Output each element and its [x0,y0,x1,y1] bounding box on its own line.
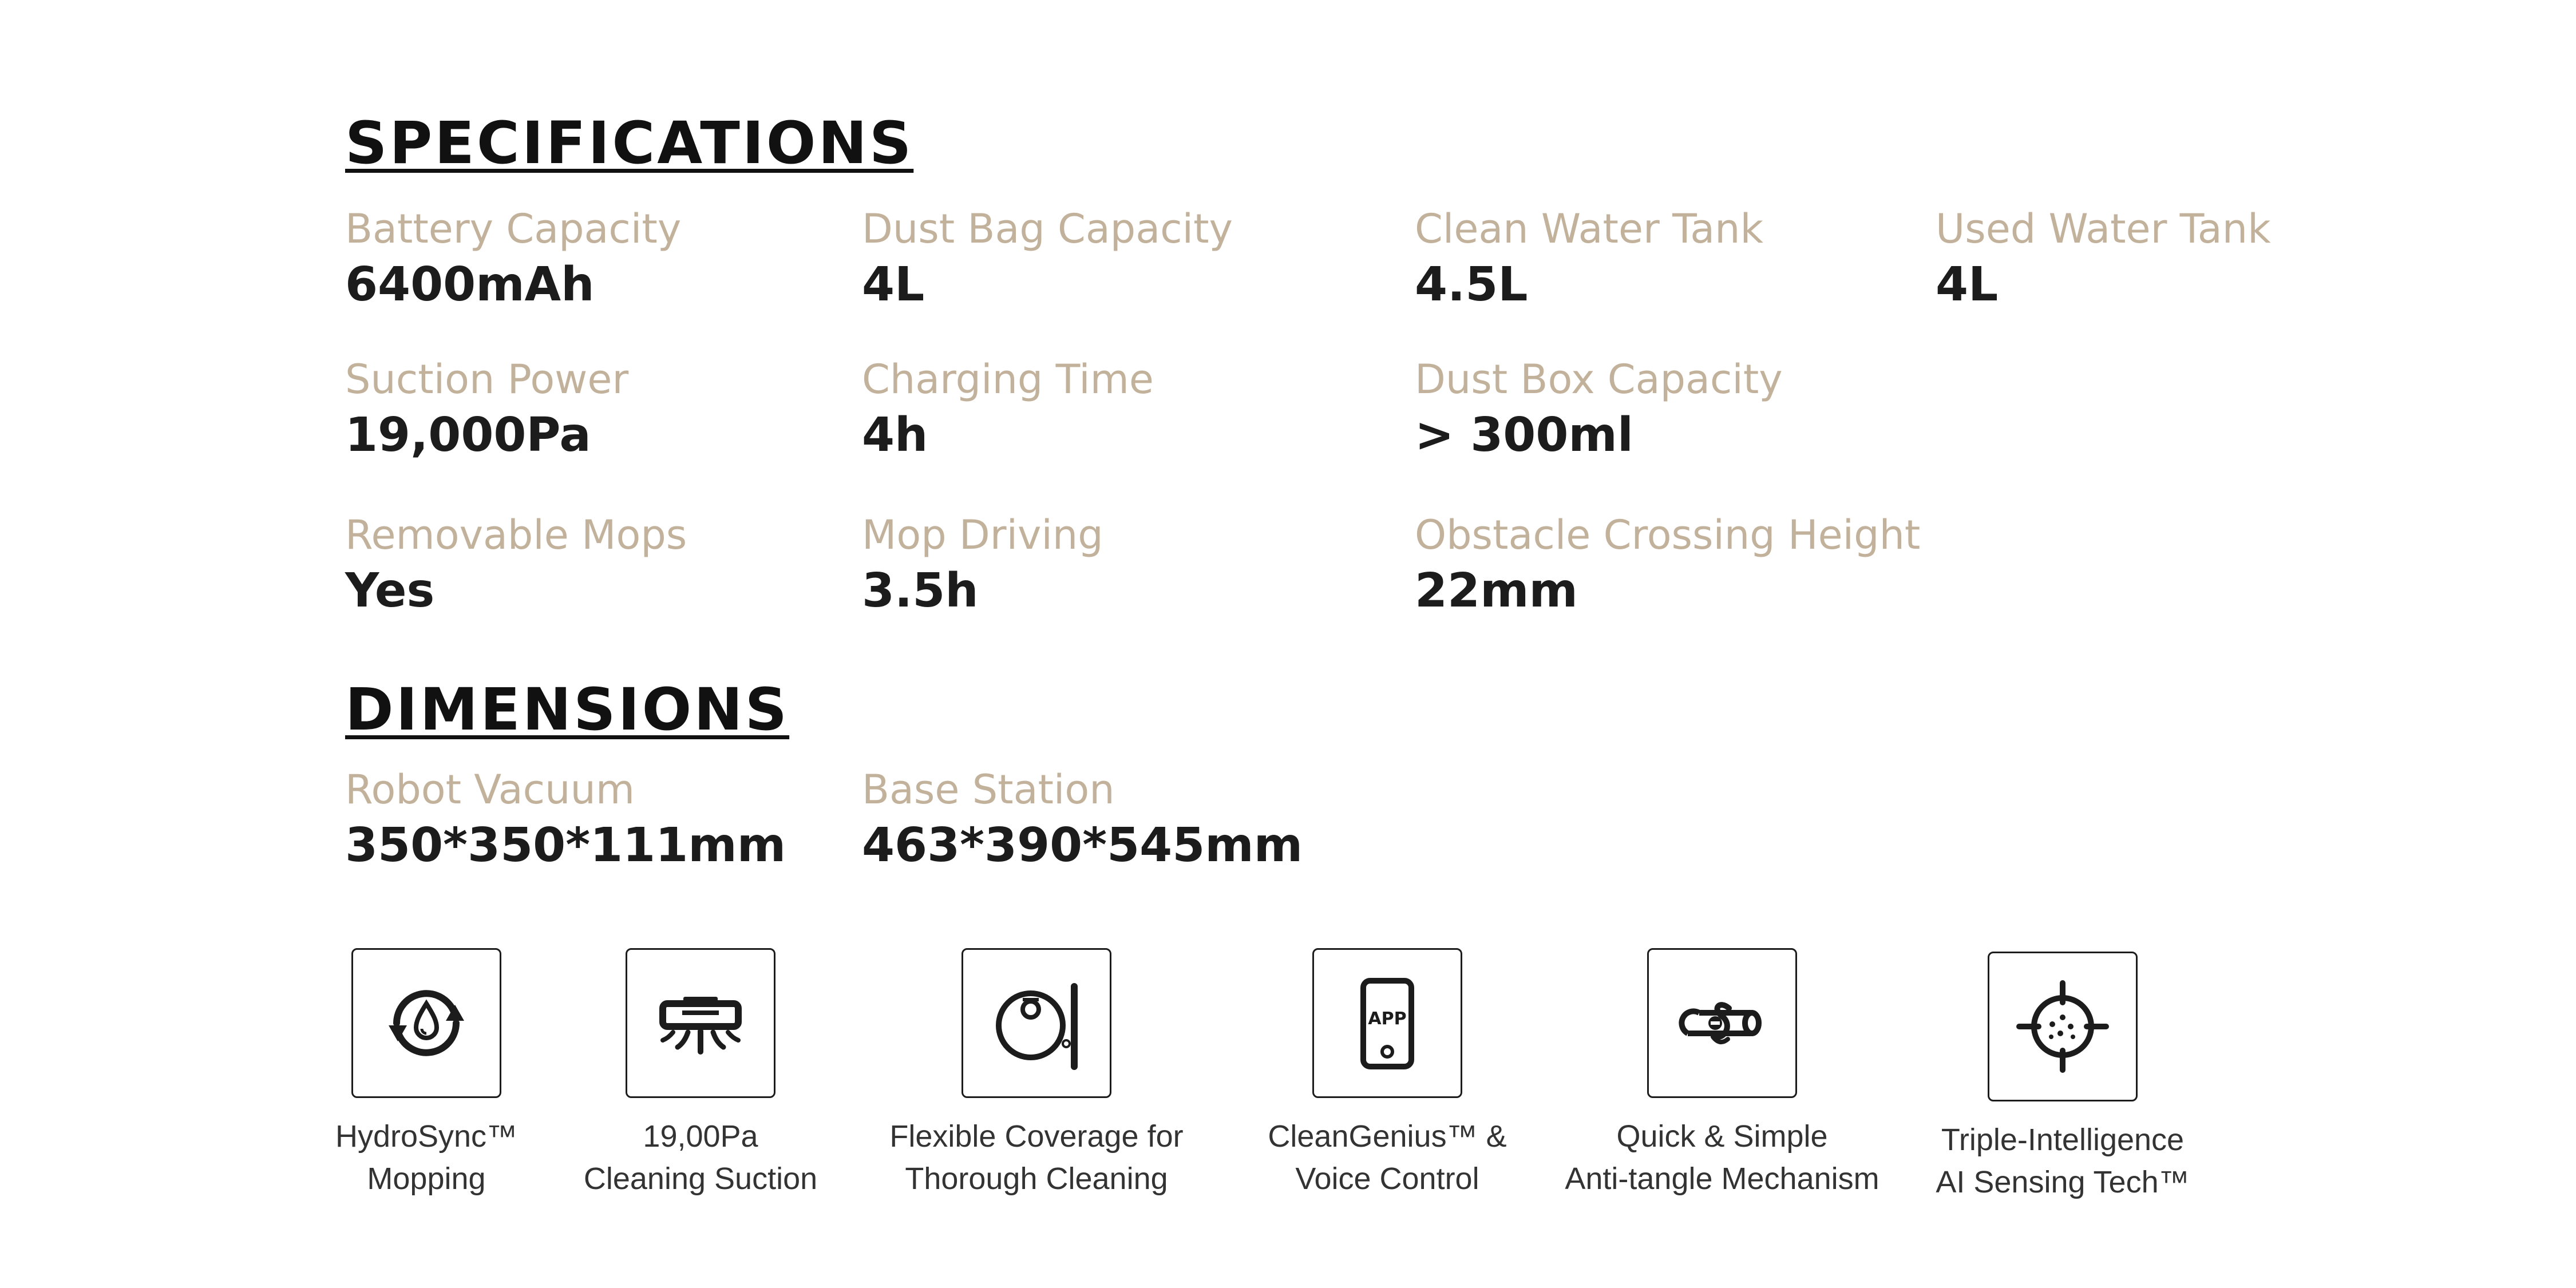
feature-caption [876,1115,1197,1200]
feature-tile [961,948,1111,1098]
spec-value: Yes [345,564,435,618]
feature-caption [1902,1119,2223,1203]
spec-label: Dust Bag Capacity [862,205,1233,252]
feature-hydrosync [266,948,587,1200]
feature-tile [1988,952,2138,1101]
spec-value: > 300ml [1415,408,1633,462]
caption-line-1: Quick & Simple [1616,1119,1828,1154]
dim-value: 350*350*111mm [345,818,786,873]
spec-obstacle-crossing-height [1415,512,1921,618]
spec-label: Removable Mops [345,512,687,558]
anti-tangle-icon [1665,966,1779,1080]
feature-flexible-coverage [876,948,1197,1200]
spec-value: 4L [862,257,925,312]
spec-removable-mops [345,512,687,618]
caption-line-2: Anti-tangle Mechanism [1565,1162,1879,1196]
feature-tile [1312,948,1462,1098]
feature-tile [626,948,775,1098]
spec-value: 22mm [1415,564,1578,618]
spec-label: Used Water Tank [1936,205,2271,252]
spec-label: Charging Time [862,356,1154,403]
caption-line-1: Triple-Intelligence [1941,1123,2185,1157]
feature-caption [1227,1115,1548,1200]
suction-icon [643,966,758,1080]
feature-tile [351,948,501,1098]
caption-line-2: AI Sensing Tech™ [1936,1165,2190,1199]
dim-robot-vacuum [345,766,786,873]
caption-line-2: Cleaning Suction [583,1162,818,1196]
feature-tile [1647,948,1797,1098]
spec-battery-capacity [345,205,682,312]
feature-anti-tangle [1562,948,1882,1200]
spec-charging-time [862,356,1154,462]
dimensions-heading: DIMENSIONS [345,676,790,744]
water-cycle-icon [369,966,484,1080]
feature-caption [266,1115,587,1200]
caption-line-1: Flexible Coverage for [889,1119,1184,1154]
spec-label: Battery Capacity [345,205,682,252]
spec-suction-power [345,356,629,462]
caption-line-1: CleanGenius™ & [1268,1119,1507,1154]
spec-value: 3.5h [862,564,979,618]
spec-value: 4L [1936,257,1999,312]
app-phone-icon [1330,966,1445,1080]
spec-used-water-tank [1936,205,2271,312]
robot-edge-icon [979,966,1094,1080]
spec-mop-driving [862,512,1103,618]
spec-dust-box-capacity [1415,356,1783,462]
feature-cleangenius [1227,948,1548,1200]
dim-label: Base Station [862,766,1115,813]
caption-line-1: 19,00Pa [643,1119,758,1154]
spec-value: 4h [862,408,928,462]
dim-label: Robot Vacuum [345,766,635,813]
spec-label: Mop Driving [862,512,1103,558]
spec-dust-bag-capacity [862,205,1233,312]
spec-value: 4.5L [1415,257,1528,312]
crosshair-sensor-icon [2005,969,2120,1084]
specifications-heading: SPECIFICATIONS [345,109,914,177]
dim-base-station [862,766,1303,873]
spec-label: Clean Water Tank [1415,205,1764,252]
spec-value: 6400mAh [345,257,595,312]
dim-value: 463*390*545mm [862,818,1303,873]
caption-line-2: Mopping [367,1162,486,1196]
caption-line-2: Thorough Cleaning [905,1162,1168,1196]
caption-line-1: HydroSync™ [335,1119,518,1154]
svg-text:APP: APP [1368,1009,1407,1029]
spec-label: Suction Power [345,356,629,403]
spec-value: 19,000Pa [345,408,591,462]
feature-caption [540,1115,861,1200]
feature-ai-sensing [1902,952,2223,1203]
spec-label: Obstacle Crossing Height [1415,512,1921,558]
caption-line-2: Voice Control [1295,1162,1479,1196]
feature-caption [1562,1115,1882,1200]
spec-label: Dust Box Capacity [1415,356,1783,403]
spec-clean-water-tank [1415,205,1764,312]
feature-suction [540,948,861,1200]
